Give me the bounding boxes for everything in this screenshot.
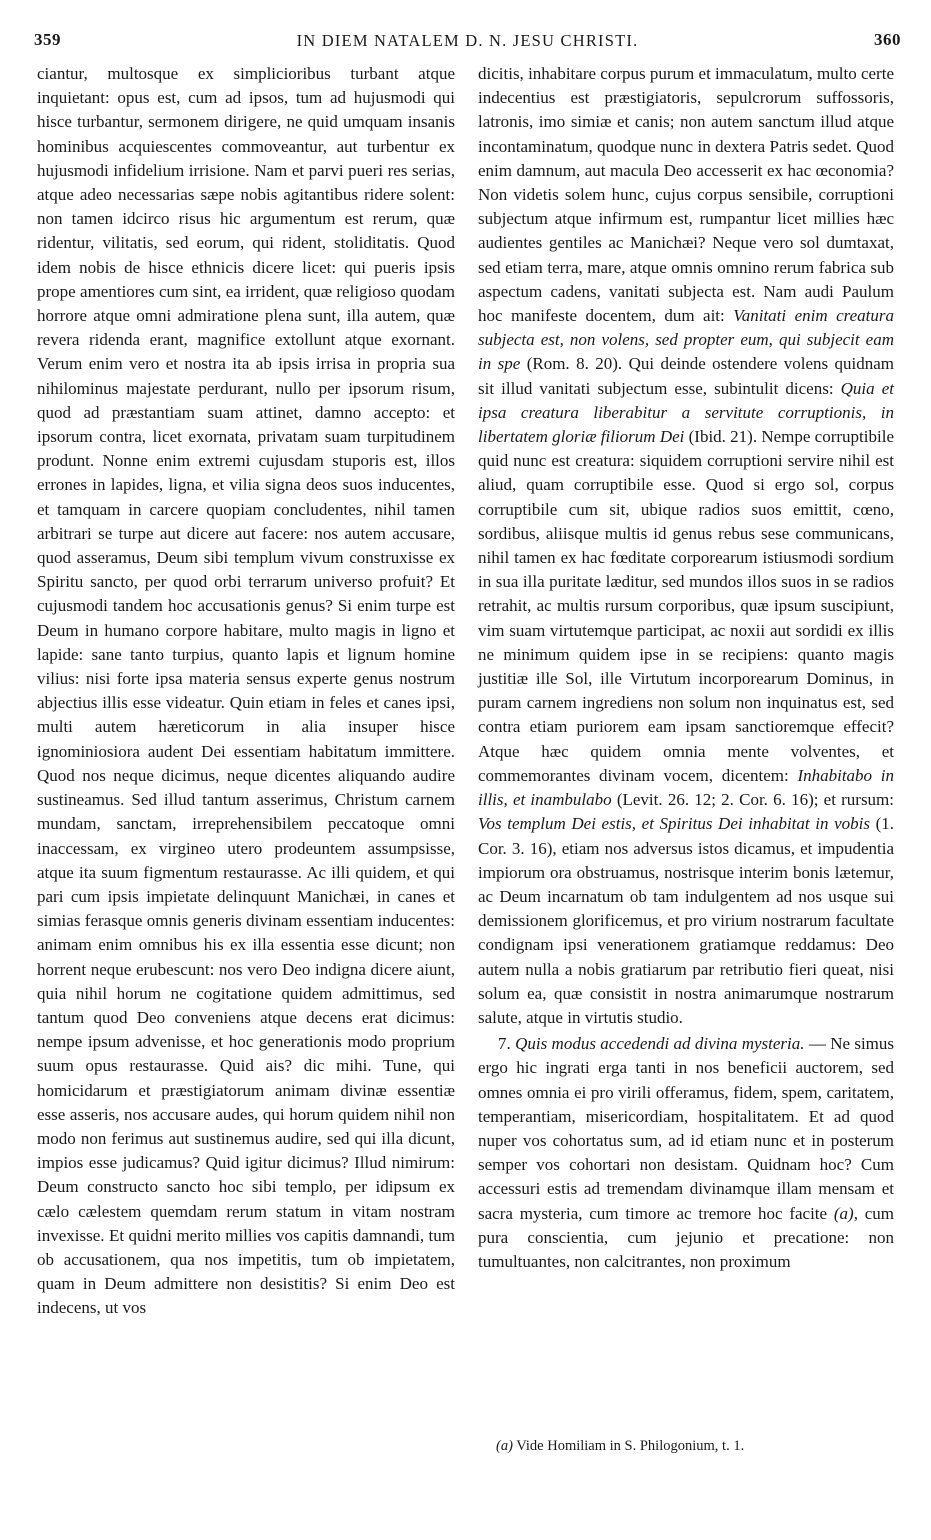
footnote-text: Vide Homiliam in S. Philogonium, t. 1. xyxy=(512,1438,745,1454)
section-title: Quis modus accedendi ad divina mysteria. xyxy=(515,1034,805,1054)
scripture-reference: (1. Cor. 3. 16), xyxy=(478,814,894,858)
footnote-mark: (a) xyxy=(496,1438,513,1454)
text-segment: Ne simus ergo hic ingrati erga tanti in nos beneficii auctorem, sed omnes omnia ei pro virili offeramus, fidem, spem, caritatem, temperantiam, misericordiam, hospitalitatem. Et ad quod nuper vos cohortatus sum, ad id etiam nunc et in posterum semper vos cohortari non desistam. Quidnam hoc? Cum accessuri estis ad tremendam divinamque illam mensam et sacra mysteria, cum timore ac tremore hoc facite xyxy=(478,1034,895,1223)
footnote xyxy=(496,1436,894,1456)
scripture-quote: Inhabitabo in illis, et inambulabo xyxy=(478,765,894,810)
right-paragraph-2 xyxy=(478,1032,894,1274)
right-column xyxy=(478,62,894,1274)
page-number-left: 359 xyxy=(34,30,61,49)
scripture-quote: Vos templum Dei estis, et Spiritus Dei inhabitat in vobis xyxy=(478,814,870,834)
footnote-marker: (a) xyxy=(833,1203,854,1223)
text-segment: et rursum: xyxy=(823,790,895,810)
scripture-quote: Quia et ipsa creatura liberabitur a servitute corruptionis, in libertatem gloriæ filiorum Dei xyxy=(478,378,894,447)
running-header xyxy=(34,30,901,56)
text-segment: Nempe corruptibile quid nunc est creatura: siquidem corruptioni servire nihil est aliud, quam corruptibile esse. Quod si ergo sol, corpus corruptibile cum sit, ubique radios suos emittit, cœno, sordibus, aliisque multis id genus rebus sese communicans, nihil tamen ex hac fœditate corporearum istiusmodi sordium in sua illa puritate læditur, sed mundos illos suos in se radios retrahit, ac multis rursum corporibus, quæ ipsum suscipiunt, vim suam virtutemque participat, ac noxii aut sordidi ex illis ne minimum quidem ipse in se recipiens: quanto magis justitiæ ille Sol, ille Virtutum incorporearum Dominus, in puram carnem ingrediens non solum non inquinatus est, sed contra etiam puriorem eam ipsam sanctioremque effecit? Atque hæc quidem omnia mente volventes, et commemorantes divinam vocem, dicentem: xyxy=(478,427,894,785)
text-segment: , cum pura conscientia, cum jejunio et precatione: non tumultuantes, non calcitrantes, non proximum xyxy=(478,1203,894,1271)
running-title: IN DIEM NATALEM D. N. JESU CHRISTI. xyxy=(296,31,639,50)
section-number: 7. xyxy=(498,1034,516,1054)
left-column-text: ciantur, multosque ex simplicioribus turbant atque inquietant: opus est, cum ad ipsos, tum ad hujusmodi qui hisce turbantur, sermonem dirigere, ne quid umquam insanis hominibus acquiescentes commoveantur, aut turbentur ex hujusmodi infidelium irrisione. Nam et parvi pueri res serias, atque adeo necessarias sæpe nobis agitantibus ridere solent: non tamen idcirco risus hic argumentum est rerum, quæ ridentur, vilitatis, sed eorum, qui rident, stoliditatis. Quod idem nobis de hisce ethnicis dicere licet: qui pueris ipsis prope amentiores cum sint, ea irrident, quæ religioso quodam horrore atque omni admiratione plena sunt, illa autem, quæ revera ridenda erant, magnifice extollunt atque exornant. Verum enim vero et nostra ita ab ipsis irrisa in propria sua nihilominus majestate perdurant, nullo per ipsorum risum, quod ad præstantiam suam attinet, damno accepto: et ipsorum contra, licet exornata, privatam suam turpitudinem produnt. Nonne enim extremi cujusdam stuporis est, illos errones in lapides, ligna, et vilia signa deos suos inducentes, et tamquam in carcere quopiam concludentes, nihil tamen arbitrari se turpe aut dicere aut facere: nos autem accusare, quod asseramus, Deum sibi templum vivum construxisse ex Spiritu sancto, per quod orbi terrarum universo profuit? Et cujusmodi tandem hoc accusationis genus? Si enim turpe est Deum in humano corpore habitare, multo magis in ligno et lapide: sane tanto turpius, quanto lapis et lignum homine vilius: nisi forte ipsa materia sensus experte genus nostrum abjectius illis esse videatur. Quin etiam in feles et canes ipsi, multi autem hæreticorum in alia insuper hisce ignominiosiora audent Dei essentiam habitatum immittere. Quod nos neque dicimus, neque dicentes aliquando audire sustineamus. Sed illud tantum asserimus, Christum carnem mundam, sanctam, irreprehensibilem peccatoque omni inaccessam, ex virgineo utero prodeuntem assumpsisse, atque ita suum figmentum restaurasse. Ac illi quidem, et qui pari cum ipsis impietate delinquunt Manichæi, in canes et simias ferasque omnis generis divinam essentiam inducentes: animam enim omnibus his ex illa essentia esse dicunt; non horrent neque erubescunt: nos vero Deo indigna dicere aiunt, quia nihil horum ne cogitatione quidem admittimus, sed tantum quod Deo conveniens atque decens erat dicimus: nempe ipsum advenisse, et hoc generationis modo proprium suum opus restaurasse. Quid ais? dic mihi. Tune, qui homicidarum et præstigiatorum animam divinæ essentiæ esse asseris, nos accusare audes, qui horum quidem nihil non modo non ferimus aut sustinemus audire, sed qui illa dicunt, impios esse judicamus? Quid igitur dicimus? Illud nimirum: Deum constructo sancto hoc sibi templo, per idipsum ex cælo cælestem quemdam rerum statum in vitam nostram invexisse. Et quidni merito millies vos capitis damnandi, tum ob accusationem, qua nos impetitis, tum ob impietatem, quam in Deum admittere non desistitis? Si enim Deo est indecens, ut vos xyxy=(37,64,455,1318)
section-dash: — xyxy=(804,1034,831,1054)
scripture-reference: (Rom. 8. 20). xyxy=(520,354,629,374)
scripture-reference: (Levit. 26. 12; 2. Cor. 6. 16); xyxy=(611,790,824,810)
scripture-quote: Vanitati enim creatura subjecta est, non volens, sed propter eum, qui subjecit eam in spe xyxy=(478,306,894,374)
text-segment: Qui deinde ostendere volens quidnam sit illud vanitati subjectum esse, subintulit dicens: xyxy=(478,354,895,398)
text-segment: dicitis, inhabitare corpus purum et immaculatum, multo certe indecentius est præstigiatoris, sepulcrorum suffossoris, latronis, imo simiæ et canis; non autem sanctum illud atque incontaminatum, quodque nunc in dextera Patris sedet. Quod enim damnum, aut macula Deo accesserit ex hac œconomia? Non videtis solem hunc, cujus corpus sensibile, corruptioni subjectum atque infirmum est, rumpantur licet millies hæc audientes gentiles ac Manichæi? Neque vero sol dumtaxat, sed etiam terra, mare, atque omnis omnino rerum fabrica sub aspectum cadens, vanitati subjecta est. Nam audi Paulum hoc manifeste docentem, dum ait: xyxy=(478,64,894,326)
scripture-reference: (Ibid. 21). xyxy=(684,427,762,447)
text-segment: etiam nos adversus istos dicamus, et impudentia impiorum ora obstruamus, nostrisque interim bonis lætemur, ac Deum incarnatum ob tam indulgentem ad nos usque sui demissionem glorificemus, et pro virium nostrarum facultate condignam ipsi venerationem gratiamque reddamus: Deo autem nulla a nobis gratiarum par retributio fieri queat, nisi solum ea, quæ consistit in nostra animarumque nostrarum salute, atque in virtutis studio. xyxy=(478,838,894,1027)
left-column xyxy=(37,62,455,1321)
right-paragraph-1 xyxy=(478,62,894,1030)
page-number-right: 360 xyxy=(874,30,901,49)
